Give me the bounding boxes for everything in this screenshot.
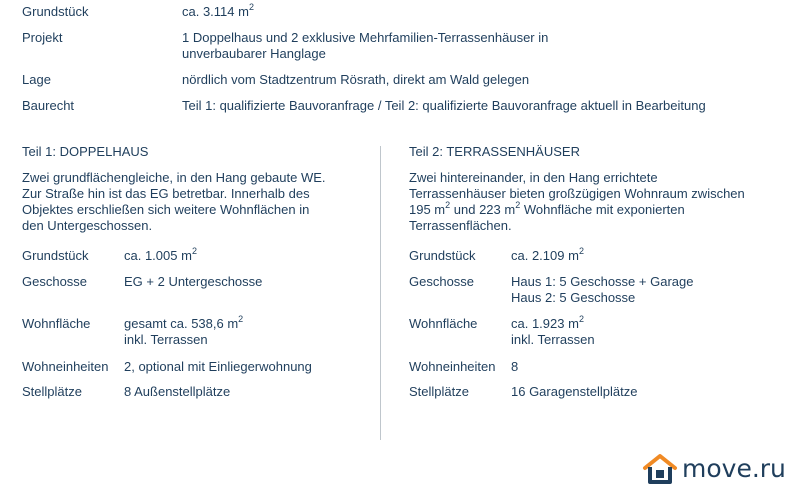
description-line: Objektes erschließen sich weitere Wohnflächen in bbox=[22, 202, 310, 217]
info-label-grundstueck: Grundstück bbox=[22, 4, 89, 19]
value-wohneinheiten: 2, optional mit Einliegerwohnung bbox=[124, 359, 312, 374]
value-wohnflaeche-line2: inkl. Terrassen bbox=[511, 332, 595, 347]
info-label-lage: Lage bbox=[22, 72, 51, 87]
info-label-baurecht: Baurecht bbox=[22, 98, 75, 113]
value-stellplaetze: 16 Garagenstellplätze bbox=[511, 384, 638, 399]
value-geschosse: Haus 1: 5 Geschosse + Garage bbox=[511, 274, 694, 289]
description-line: Zwei hintereinander, in den Hang errichtete bbox=[409, 170, 658, 185]
value-wohnflaeche: gesamt ca. 538,6 $m^2$ bbox=[124, 313, 244, 331]
house-icon bbox=[642, 452, 678, 486]
section-title-doppelhaus: Teil 1: DOPPELHAUS bbox=[22, 144, 149, 159]
value-wohnflaeche: ca. 1.923 $m^2$ bbox=[511, 313, 584, 331]
value-geschosse: EG + 2 Untergeschosse bbox=[124, 274, 263, 289]
description-line: Terrassenhäuser bieten großzügigen Wohnraum zwischen bbox=[409, 186, 745, 201]
info-value-baurecht: Teil 1: qualifizierte Bauvoranfrage / Teil 2: qualifizierte Bauvoranfrage aktuell in Bearbeitung bbox=[182, 98, 706, 113]
info-value-projekt-line2: unverbaubarer Hanglage bbox=[182, 46, 326, 61]
value-stellplaetze: 8 Außenstellplätze bbox=[124, 384, 231, 399]
label-geschosse: Geschosse bbox=[409, 274, 475, 289]
description-line: 195 $m^2$ und 223 $m^2$ Wohnfläche mit exponierten bbox=[409, 199, 685, 217]
label-stellplaetze: Stellplätze bbox=[409, 384, 469, 399]
info-value-projekt: 1 Doppelhaus und 2 exklusive Mehrfamilien-Terrassenhäuser in bbox=[182, 30, 549, 45]
move-ru-logo bbox=[642, 450, 792, 490]
section-title-terrassenhaeuser: Teil 2: TERRASSENHÄUSER bbox=[409, 144, 580, 159]
column-divider bbox=[380, 146, 381, 440]
value-grundstueck: ca. 1.005 $m^2$ bbox=[124, 245, 197, 263]
label-wohnflaeche: Wohnfläche bbox=[22, 316, 91, 331]
info-value-lage: nördlich vom Stadtzentrum Rösrath, direkt am Wald gelegen bbox=[182, 72, 530, 87]
label-stellplaetze: Stellplätze bbox=[22, 384, 82, 399]
label-geschosse: Geschosse bbox=[22, 274, 88, 289]
label-wohneinheiten: Wohneinheiten bbox=[22, 359, 109, 374]
logo-text: move.ru bbox=[682, 454, 786, 483]
value-wohnflaeche-line2: inkl. Terrassen bbox=[124, 332, 208, 347]
description-line: den Untergeschossen. bbox=[22, 218, 153, 233]
section-description-doppelhaus bbox=[22, 170, 326, 234]
label-wohnflaeche: Wohnfläche bbox=[409, 316, 478, 331]
label-grundstueck: Grundstück bbox=[22, 248, 89, 263]
info-label-projekt: Projekt bbox=[22, 30, 63, 45]
description-line: Zur Straße hin ist das EG betretbar. Innerhalb des bbox=[22, 186, 310, 201]
label-grundstueck: Grundstück bbox=[409, 248, 476, 263]
description-line: Terrassenflächen. bbox=[409, 218, 512, 233]
info-value-grundstueck: ca. 3.114 $m^2$ bbox=[182, 1, 254, 19]
section-description-terrassenhaeuser bbox=[409, 170, 745, 234]
label-wohneinheiten: Wohneinheiten bbox=[409, 359, 496, 374]
value-grundstueck: ca. 2.109 $m^2$ bbox=[511, 245, 584, 263]
value-wohneinheiten: 8 bbox=[511, 359, 519, 374]
description-line: Zwei grundflächengleiche, in den Hang gebaute WE. bbox=[22, 170, 326, 185]
value-geschosse-line2: Haus 2: 5 Geschosse bbox=[511, 290, 636, 305]
